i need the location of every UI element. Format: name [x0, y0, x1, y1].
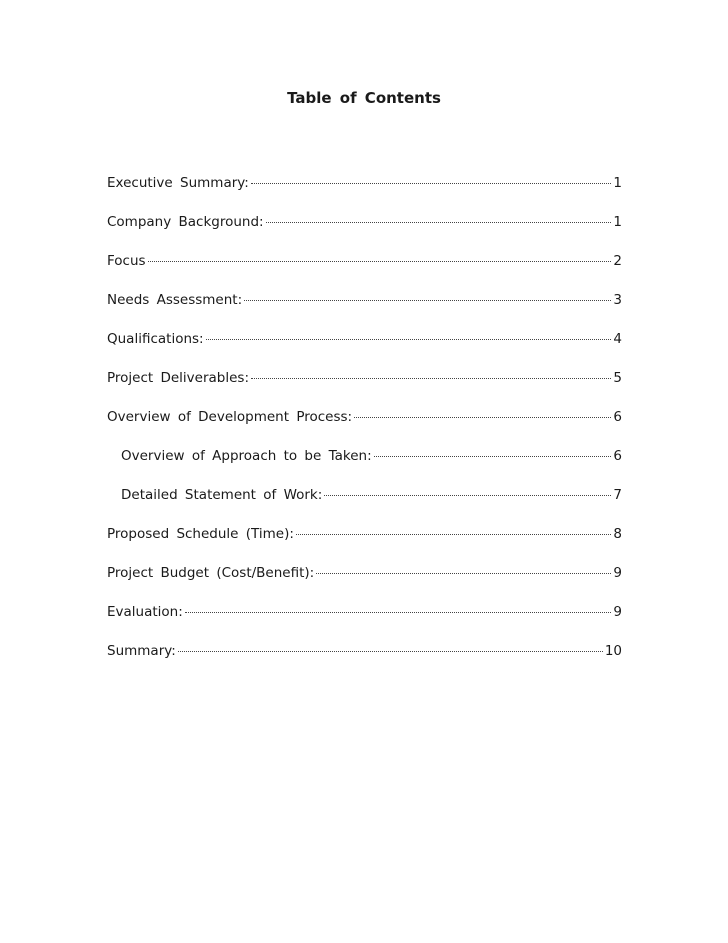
toc-entry-label: Summary: — [107, 643, 176, 659]
toc-entry-page: 3 — [613, 292, 622, 308]
toc-entry-label: Project Budget (Cost/Benefit): — [107, 565, 315, 581]
toc-entry-page: 9 — [613, 604, 622, 620]
toc-entry-page: 2 — [613, 253, 622, 269]
toc-entry-label: Detailed Statement of Work: — [121, 487, 323, 503]
toc-entry-label: Overview of Development Process: — [107, 409, 353, 425]
toc-entry-page: 6 — [613, 409, 622, 425]
toc-entry-label: Qualifications: — [107, 331, 204, 347]
toc-entry-label: Proposed Schedule (Time): — [107, 526, 294, 542]
toc-entry[interactable] — [107, 370, 622, 409]
toc-entry-label: Project Deliverables: — [107, 370, 250, 386]
dot-leader — [251, 377, 611, 379]
toc-entry-label: Evaluation: — [107, 604, 183, 620]
toc-subentry[interactable] — [107, 448, 622, 487]
dot-leader — [251, 182, 612, 184]
page-title: Table of Contents — [287, 89, 441, 107]
dot-leader — [374, 455, 612, 457]
toc-entry-page: 1 — [613, 214, 622, 230]
toc-entry[interactable] — [107, 565, 622, 604]
dot-leader — [354, 416, 611, 418]
dot-leader — [324, 494, 611, 496]
dot-leader — [266, 221, 612, 223]
toc-entry[interactable] — [107, 253, 622, 292]
dot-leader — [185, 611, 612, 613]
dot-leader — [296, 533, 612, 535]
dot-leader — [244, 299, 611, 301]
toc-entry[interactable] — [107, 331, 622, 370]
toc-entry[interactable] — [107, 643, 622, 682]
toc-entry-label: Company Background: — [107, 214, 264, 230]
toc-entry-label: Overview of Approach to be Taken: — [121, 448, 372, 464]
dot-leader — [316, 572, 611, 574]
toc-entry-page: 4 — [613, 331, 622, 347]
toc-entry-label: Focus — [107, 253, 146, 269]
toc-entry[interactable] — [107, 214, 622, 253]
toc-entry-page: 7 — [613, 487, 622, 503]
dot-leader — [178, 650, 603, 652]
toc-entry-label: Needs Assessment: — [107, 292, 243, 308]
dot-leader — [148, 260, 612, 262]
toc-entry-page: 8 — [613, 526, 622, 542]
toc-entry-page: 6 — [613, 448, 622, 464]
toc-entry-page: 10 — [604, 643, 622, 659]
toc-entry-page: 9 — [613, 565, 622, 581]
toc-entry[interactable] — [107, 526, 622, 565]
toc-entry-label: Executive Summary: — [107, 175, 249, 191]
toc-entry-page: 5 — [613, 370, 622, 386]
toc-subentry[interactable] — [107, 487, 622, 526]
toc-entry[interactable] — [107, 604, 622, 643]
toc-entry-page: 1 — [613, 175, 622, 191]
dot-leader — [206, 338, 612, 340]
table-of-contents — [107, 175, 622, 682]
toc-entry[interactable] — [107, 292, 622, 331]
toc-entry[interactable] — [107, 409, 622, 448]
toc-entry[interactable] — [107, 175, 622, 214]
